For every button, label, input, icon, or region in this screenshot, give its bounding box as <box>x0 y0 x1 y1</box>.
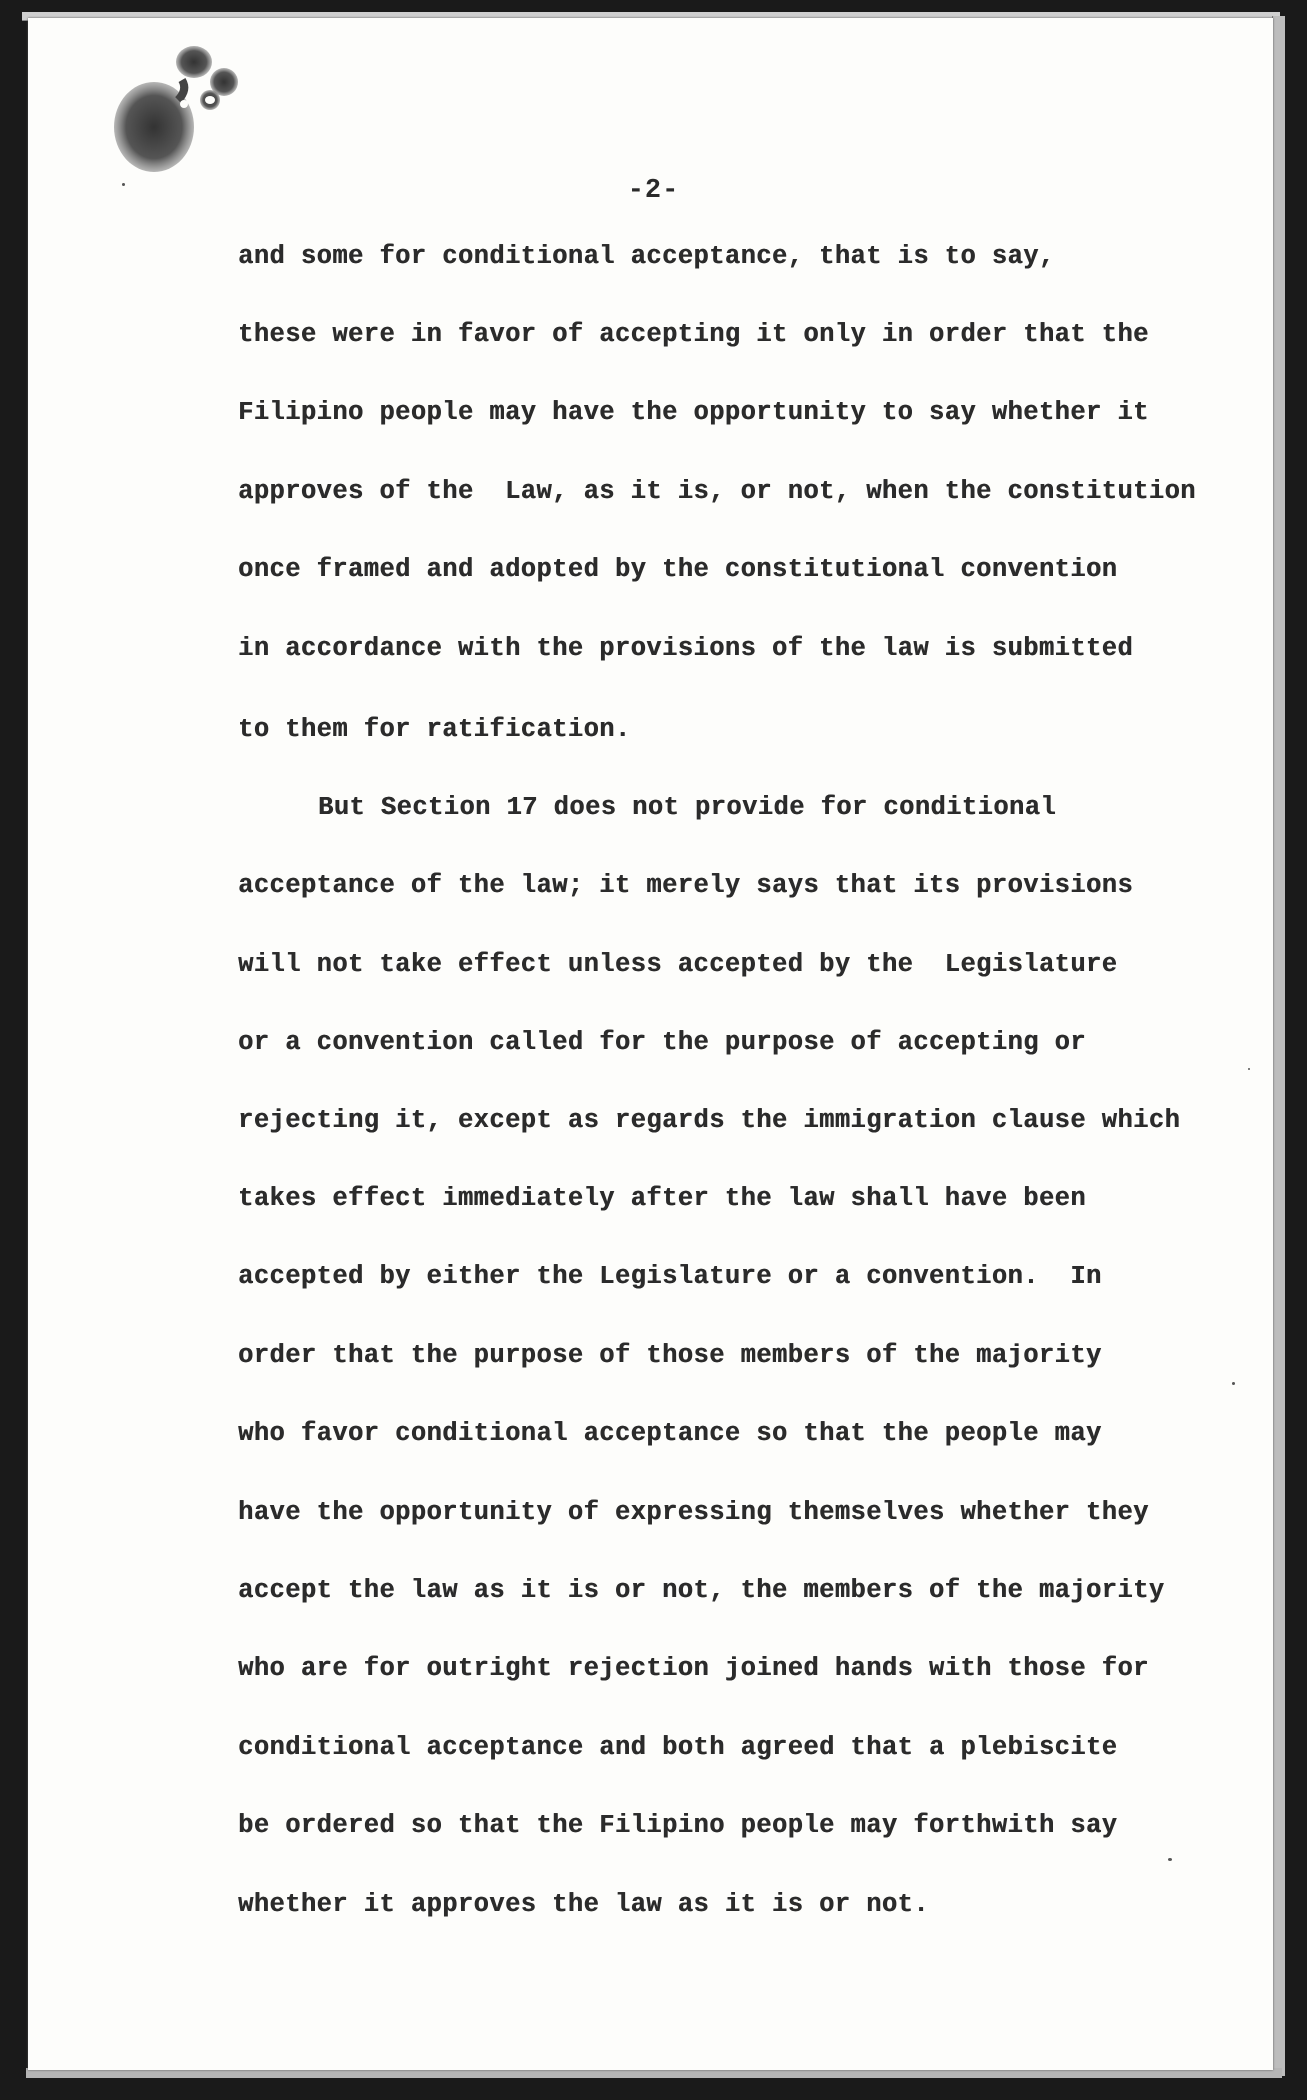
text-line: have the opportunity of expressing themselves whether they <box>238 1498 1149 1527</box>
text-line: rejecting it, except as regards the immigration clause which <box>238 1106 1181 1135</box>
text-line: approves of the Law, as it is, or not, when the constitution <box>238 477 1196 506</box>
text-line: whether it approves the law as it is or not. <box>238 1890 929 1919</box>
text-line: be ordered so that the Filipino people may forthwith say <box>238 1811 1118 1840</box>
text-line: in accordance with the provisions of the law is submitted <box>238 634 1134 663</box>
text-line: will not take effect unless accepted by the Legislature <box>238 950 1118 979</box>
text-line: or a convention called for the purpose of accepting or <box>238 1028 1086 1057</box>
page-number: -2- <box>627 176 680 206</box>
text-line: order that the purpose of those members of the majority <box>238 1341 1102 1370</box>
paragraph-first-line: But Section 17 does not provide for conditional <box>318 793 1057 822</box>
stray-mark <box>122 183 125 186</box>
text-line: and some for conditional acceptance, that is to say, <box>238 242 1055 271</box>
text-line: who are for outright rejection joined hands with those for <box>238 1654 1149 1683</box>
paper-right-edge <box>1272 16 1285 2076</box>
text-line: once framed and adopted by the constitutional convention <box>238 555 1118 584</box>
text-line: to them for ratification. <box>238 715 631 744</box>
text-line: these were in favor of accepting it only in order that the <box>238 320 1149 349</box>
ink-blot-stain <box>112 42 257 182</box>
text-line: accepted by either the Legislature or a convention. In <box>238 1262 1102 1291</box>
text-line: conditional acceptance and both agreed that a plebiscite <box>238 1733 1118 1762</box>
text-line: accept the law as it is or not, the members of the majority <box>238 1576 1165 1605</box>
text-line: takes effect immediately after the law shall have been <box>238 1184 1086 1213</box>
text-line: acceptance of the law; it merely says that its provisions <box>238 871 1134 900</box>
stray-mark <box>1232 1382 1235 1385</box>
text-line: who favor conditional acceptance so that the people may <box>238 1419 1102 1448</box>
stray-mark <box>1168 1858 1172 1861</box>
text-line: Filipino people may have the opportunity to say whether it <box>238 398 1149 427</box>
stray-mark <box>1248 1068 1250 1070</box>
